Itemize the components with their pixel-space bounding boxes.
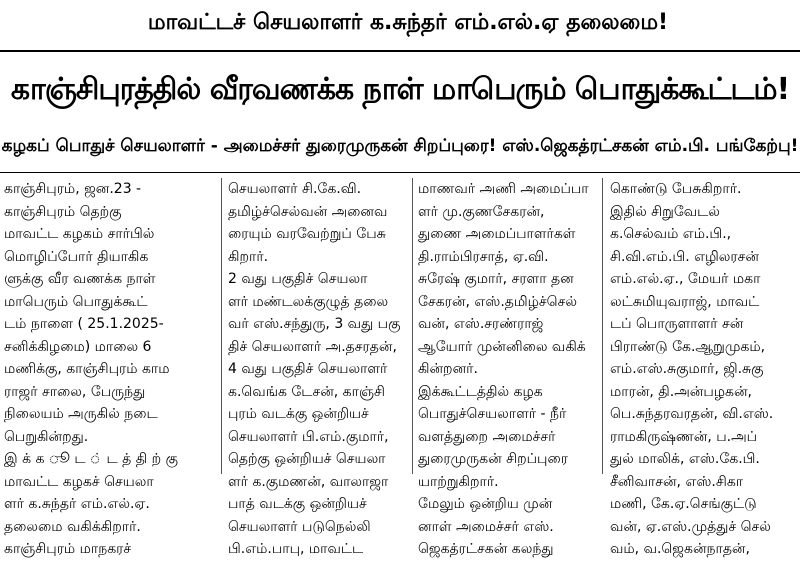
- article-line: துணை அமைப்பாளர்கள்: [418, 226, 576, 242]
- article-line: வன், ஏ.எஸ்.முத்துச் செல்: [610, 518, 771, 535]
- column-divider: [221, 178, 222, 474]
- article-line: துல் மாலிக், எஸ்.கே.பி.: [610, 451, 760, 467]
- article-line: ராஜர் சாலை, பேருந்து: [4, 383, 146, 400]
- article-line: மேலும் ஒன்றிய முன்: [418, 496, 553, 512]
- article-line: தலைமை வகிக்கிறார்.: [4, 518, 141, 535]
- article-line: கிறார்.: [228, 248, 269, 265]
- article-line: 4 வது பகுதிச் செயலாளர்: [228, 361, 388, 377]
- article-column-2: [228, 178, 408, 557]
- article-line: சுரேஷ் குமார், சரளா தன: [418, 271, 574, 287]
- article-line: சனிக்கிழமை) மாலை 6: [4, 338, 152, 355]
- article-line: தெற்கு ஒன்றியச் செயலா: [228, 451, 386, 467]
- headline: காஞ்சிபுரத்தில் வீரவணக்க நாள் மாபெரும் பொதுக்கூட்டம்!: [10, 71, 790, 107]
- article-line: டம் நாளை ( 25.1.2025-: [4, 316, 164, 332]
- article-line: ளுக்கு வீர வணக்க நாள்: [4, 271, 156, 287]
- article-line: வளத்துறை அமைச்சர்: [418, 428, 556, 445]
- subheadline-divider: [0, 172, 800, 173]
- article-line: ளர் மு.குணசேகரன்,: [418, 203, 545, 220]
- article-line: மணி, கே.ஏ.செங்குட்டு: [610, 496, 757, 512]
- article-line: கின்றனர்.: [418, 361, 478, 377]
- article-line: 2 வது பகுதிச் செயலா: [228, 271, 368, 287]
- article-line: செயலாளர் படுநெல்லி: [228, 518, 371, 535]
- article-line: மாவட்ட கழகம் சார்பில்: [4, 226, 155, 242]
- article-line: பாத் வடக்கு ஒன்றியச்: [228, 496, 367, 512]
- article-line: மாரன், தி.அன்பழகன்,: [610, 383, 753, 400]
- article-line: இ க் க ூ ட ் ட த் தி ற் கு: [4, 451, 178, 467]
- article-line: காஞ்சிபுரம் மாநகரச்: [4, 541, 132, 557]
- article-line: காஞ்சிபுரம், ஜன.23 -: [4, 181, 142, 197]
- article-line: ஜெகத்ரட்சகன் கலந்து: [418, 541, 554, 557]
- article-line: லட்சுமியுவராஜ், மாவட்: [610, 293, 760, 310]
- banner-divider: [0, 50, 800, 52]
- article-line: ராமகிருஷ்ணன், ப.அப்: [610, 428, 758, 445]
- article-line: கொண்டு பேசுகிறார்.: [610, 181, 742, 197]
- subheadline: கழகப் பொதுச் செயலாளர் - அமைச்சர் துரைமுருகன் சிறப்புரை! எஸ்.ஜெகத்ரட்சகன் எம்.பி. பங்கேற்பு!: [1, 136, 799, 156]
- article-line: டப் பொருளாளர் சன்: [610, 316, 744, 332]
- article-line: திச் செயலாளர் அ.தசரதன்,: [228, 338, 397, 355]
- article-line: மாணவர் அணி அமைப்பா: [418, 181, 589, 197]
- article-line: பிராண்டு கே.ஆறுமுகம்,: [610, 338, 766, 355]
- article-line: பெ.சுந்தரவரதன், வி.எஸ்.: [610, 406, 774, 422]
- article-line: மணிக்கு, காஞ்சிபுரம் காம: [4, 361, 170, 377]
- article-line: மாவட்ட கழகச் செயலா: [4, 473, 154, 490]
- article-line: நிலையம் அருகில் நடை: [4, 406, 158, 422]
- article-line: எம்.எஸ்.சுகுமார், ஜி.சுகு: [610, 361, 764, 377]
- article-line: காஞ்சிபுரம் தெற்கு: [4, 203, 122, 220]
- article-line: தமிழ்ச்செல்வன் அனைவ: [228, 203, 388, 220]
- column-divider: [602, 178, 603, 474]
- article-line: புரம் வடக்கு ஒன்றியச்: [228, 406, 369, 422]
- article-line: க.செல்வம் எம்.பி.,: [610, 226, 732, 242]
- article-line: மாபெரும் பொதுக்கூட்: [4, 293, 148, 310]
- article-line: பெறுகின்றது.: [4, 428, 89, 445]
- article-line: தி.ராம்பிரசாத், ஏ.வி.: [418, 248, 549, 265]
- article-column-1: [4, 178, 216, 557]
- article-line: வர் எஸ்.சந்துரு, 3 வது பகு: [228, 316, 401, 332]
- article-line: இதில் சிறுவேடல்: [610, 203, 720, 220]
- banner-kicker: மாவட்டச் செயலாளர் க.சுந்தர் எம்.எல்.ஏ தலைமை!: [147, 10, 669, 35]
- article-line: இக்கூட்டத்தில் கழக: [418, 383, 543, 400]
- article-line: செயலாளர் சி.கே.வி.: [228, 181, 362, 197]
- article-line: ஆயோர் முன்னிலை வகிக்: [418, 338, 586, 355]
- article-line: மொழிப்போர் தியாகிக: [4, 248, 149, 265]
- article-line: துரைமுருகன் சிறப்புரை: [418, 451, 568, 467]
- article-line: ளர் க.சுந்தர் எம்.எல்.ஏ.: [4, 496, 150, 512]
- article-line: யாற்றுகிறார்.: [418, 473, 499, 490]
- article-line: வம், வ.ஜெகன்நாதன்,: [610, 541, 750, 557]
- article-line: சீனிவாசன், எஸ்.சிகா: [610, 473, 744, 490]
- article-line: எம்.எல்.ஏ., மேயர் மகா: [610, 271, 761, 287]
- article-line: ளர் க.குமணன், வாலாஜா: [228, 473, 389, 490]
- article-line: வன், எஸ்.சரண்ராஜ்: [418, 316, 544, 332]
- article-line: சி.வி.எம்.பி. எழிலரசன்: [610, 248, 759, 265]
- article-column-3: [418, 178, 598, 557]
- article-line: பொதுச்செயலாளர் - நீர்: [418, 406, 567, 422]
- article-line: னாள் அமைச்சர் எஸ்.: [418, 518, 554, 535]
- article-line: ளர் மண்டலக்குழுத் தலை: [228, 293, 389, 310]
- article-line: க.வெங்க டேசன், காஞ்சி: [228, 383, 385, 400]
- article-column-4: [610, 178, 796, 557]
- article-line: சேகரன், எஸ்.தமிழ்ச்செல்: [418, 293, 577, 310]
- article-line: செயலாளர் பி.எம்.குமார்,: [228, 428, 389, 445]
- article-line: ரையும் வரவேற்றுப் பேசு: [228, 226, 386, 242]
- article-line: பி.எம்.பாபு, மாவட்ட: [228, 541, 364, 557]
- column-divider: [412, 178, 413, 474]
